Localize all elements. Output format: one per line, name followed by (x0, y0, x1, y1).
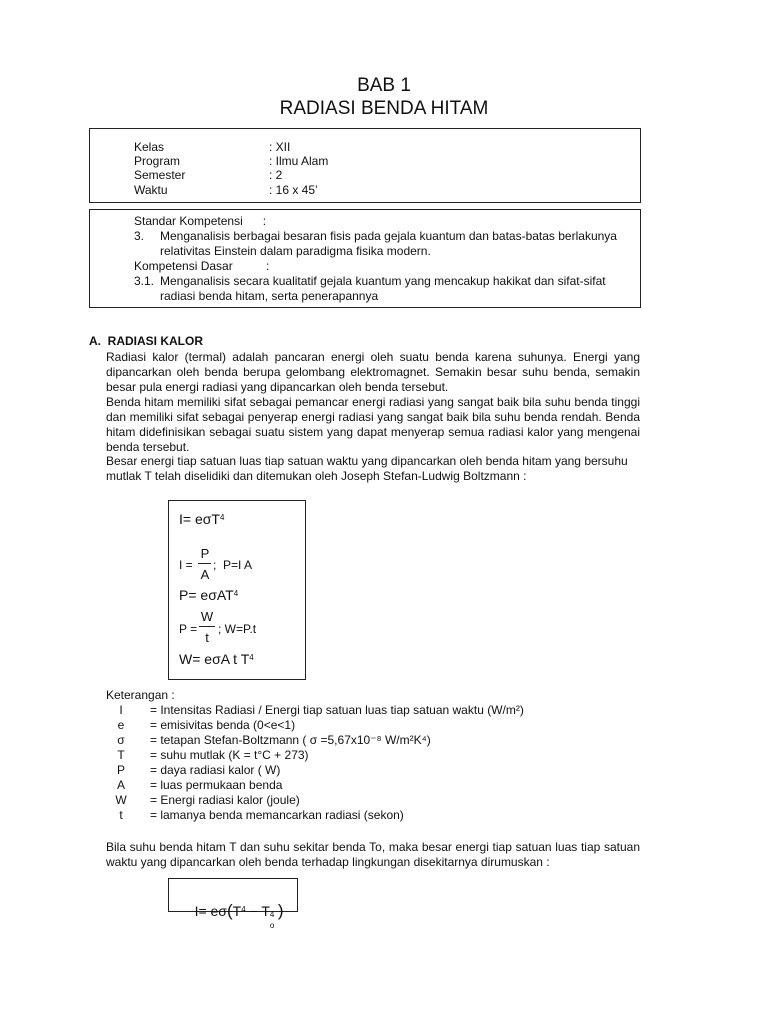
legend-description: = daya radiasi kalor ( W) (150, 763, 281, 777)
paragraph: Radiasi kalor (termal) adalah pancaran energi oleh suatu benda karena suhunya. Energi yang dipancarkan oleh benda berupa gelombang elektromagnet. Semakin besar suhu benda, semakin besar pula energi radiasi yang dipancarkan oleh benda tersebut. (106, 350, 640, 394)
formula-text: W= eσA t T (179, 651, 250, 667)
fraction-denominator: A (200, 567, 210, 582)
final-formula-box (168, 878, 298, 930)
sk-number: 3. (134, 229, 145, 243)
formula-paren: ( (226, 901, 233, 920)
formula-paren: ) (277, 901, 284, 920)
legend-symbol: I (119, 703, 123, 717)
formula-exponent: 4 (219, 513, 225, 522)
info-row (134, 183, 318, 198)
kd-number: 3.1. (134, 274, 155, 288)
info-label: Semester (134, 168, 186, 182)
legend-symbol: W (115, 793, 127, 807)
formula-intensity-power: I = (179, 558, 193, 572)
chapter-title: RADIASI BENDA HITAM (279, 98, 489, 119)
formula-intensity (179, 511, 224, 527)
formula-subscript: o (269, 921, 275, 930)
info-row (134, 154, 329, 169)
legend-symbol: σ (117, 733, 125, 747)
formula-text: I= eσ (194, 903, 227, 919)
formula-power (179, 587, 238, 603)
formula-exponent: 4 (269, 910, 275, 919)
legend-symbol: A (116, 778, 125, 792)
legend-symbol: t (119, 808, 123, 822)
final-formula (179, 885, 284, 937)
legend-description: = lamanya benda memancarkan radiasi (sekon) (150, 808, 404, 822)
fraction-bar (198, 563, 211, 564)
formula-power-energy: P = (179, 622, 198, 636)
info-row (134, 140, 291, 155)
section-heading: A. RADIASI KALOR (89, 334, 203, 348)
sk-text: Menganalisis berbagai besaran fisis pada gejala kuantum dan batas-batas berlakunya (160, 229, 617, 243)
competency-box (89, 209, 641, 308)
fraction-denominator: t (205, 630, 209, 645)
formula-exponent: 4 (249, 653, 254, 662)
formula-box (168, 500, 306, 680)
legend-description: = Intensitas Radiasi / Energi tiap satuan luas tiap satuan waktu (W/m²) (150, 703, 524, 717)
formula-exponent: 4 (233, 589, 239, 598)
legend-symbol: T (117, 748, 125, 762)
info-value: : 2 (269, 168, 283, 182)
fraction-numerator: P (200, 546, 210, 561)
info-value: : Ilmu Alam (269, 154, 329, 168)
fraction-numerator: W (200, 609, 214, 624)
info-value: : XII (269, 140, 291, 154)
paragraph: Benda hitam memiliki sifat sebagai pemancar energi radiasi yang sangat baik bila suhu benda tinggi dan memiliki sifat sebagai penyerap energi radiasi yang sangat baik bila suhu benda rendah. Benda hitam didefinisikan sebagai suatu sistem yang dapat menyerap semua radiasi kalor yang mengenai benda tersebut. (106, 395, 640, 454)
legend-description: = Energi radiasi kalor (joule) (150, 793, 300, 807)
sk-label: Standar Kompetensi : (134, 214, 267, 228)
info-value: : 16 x 45’ (269, 183, 318, 197)
paragraph: Bila suhu benda hitam T dan suhu sekitar benda To, maka besar energi tiap satuan luas tiap satuan waktu yang dipancarkan oleh benda terhadap lingkungan disekitarnya dirumuskan : (106, 840, 640, 869)
formula-text: P= eσAT (179, 587, 234, 603)
kd-label: Kompetensi Dasar : (134, 259, 270, 273)
formula-text: T (232, 903, 242, 919)
legend-symbol: P (116, 763, 125, 777)
legend-description: = emisivitas benda (0<e<1) (150, 718, 296, 732)
class-info-box (89, 128, 641, 203)
kd-text: radiasi benda hitam, serta penerapannya (160, 289, 379, 303)
formula-text: − T (245, 903, 270, 919)
info-label: Kelas (134, 140, 165, 154)
kd-text: Menganalisis secara kualitatif gejala kuantum yang mencakup hakikat dan sifat-sifat (160, 274, 606, 288)
legend-heading: Keterangan : (106, 688, 175, 702)
formula-rhs: ; P=I A (213, 558, 253, 572)
fraction-bar (199, 626, 215, 627)
paragraph: Besar energi tiap satuan luas tiap satuan waktu yang dipancarkan oleh benda hitam yang bersuhu mutlak T telah diselidiki dan ditemukan oleh Joseph Stefan-Ludwig Boltzmann : (106, 454, 628, 483)
legend-description: = suhu mutlak (K = t°C + 273) (150, 748, 309, 762)
formula-exponent: 4 (241, 905, 246, 914)
info-row (134, 168, 283, 183)
legend-description: = luas permukaan benda (150, 778, 283, 792)
formula-rhs: ; W=P.t (218, 622, 257, 636)
sk-text: relativitas Einstein dalam paradigma fisika modern. (160, 244, 431, 258)
legend-symbol: e (117, 718, 125, 732)
info-label: Waktu (134, 183, 168, 197)
chapter-number: BAB 1 (357, 75, 411, 96)
formula-energy (179, 651, 254, 667)
info-label: Program (134, 154, 181, 168)
formula-text: I= eσT (179, 511, 220, 527)
legend-description: = tetapan Stefan-Boltzmann ( σ =5,67x10⁻⁸ W/m²K⁴) (150, 733, 431, 747)
